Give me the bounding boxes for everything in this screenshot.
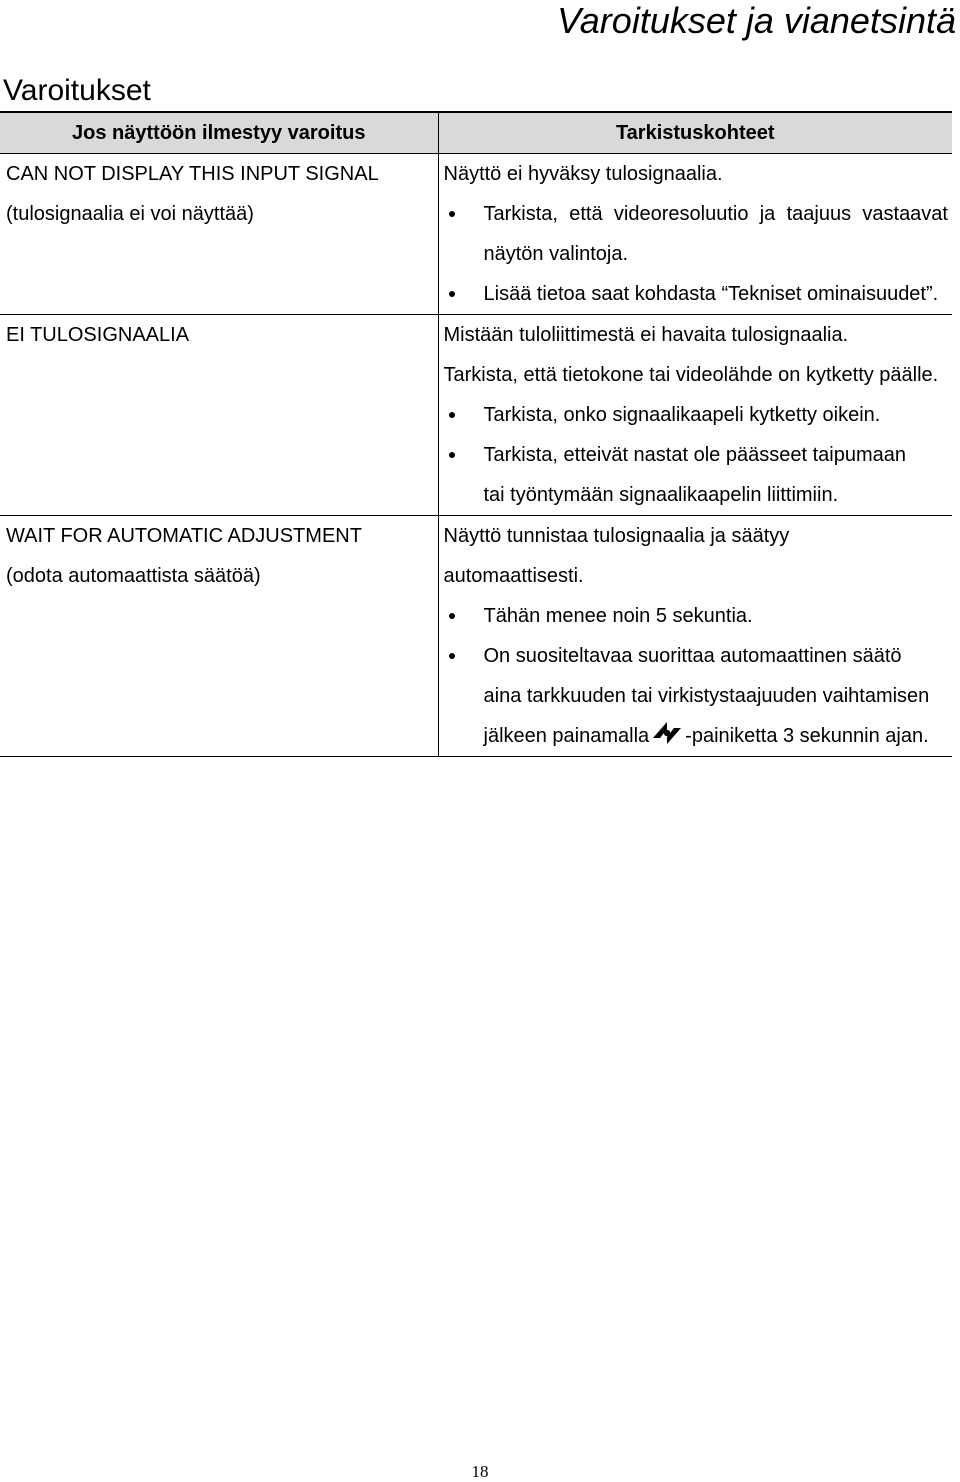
table-row	[0, 154, 952, 315]
page-title: Varoitukset ja vianetsintä	[557, 0, 956, 41]
list-item-text: On suositeltavaa suorittaa automaattinen säätö aina tarkkuuden tai virkistystaajuuden vaihtamisen jälkeen painamalla	[483, 645, 930, 747]
check-intro: Näyttö tunnistaa tulosignaalia ja säätyy automaattisesti.	[443, 525, 790, 587]
check-list	[444, 194, 949, 314]
table-row	[0, 315, 952, 516]
column-header-warning: Jos näyttöön ilmestyy varoitus	[0, 112, 438, 154]
check-intro: Näyttö ei hyväksy tulosignaalia.	[443, 163, 723, 185]
auto-adjust-icon	[650, 717, 684, 749]
list-item: Tarkista, että videoresoluutio ja taajuus vastaavat näytön valintoja.	[444, 194, 949, 274]
column-header-checks: Tarkistuskohteet	[438, 112, 952, 154]
list-item-text: -painiketta 3 sekunnin ajan.	[685, 725, 929, 747]
list-item: Lisää tietoa saat kohdasta “Tekniset ominaisuudet”.	[444, 274, 949, 314]
warning-translation: (odota automaattista säätöä)	[6, 565, 261, 587]
check-intro: Mistään tuloliittimestä ei havaita tulosignaalia.	[443, 324, 849, 346]
table-row	[0, 516, 952, 757]
check-list	[444, 596, 949, 756]
check-items-cell	[438, 516, 952, 757]
list-item: Tarkista, etteivät nastat ole päässeet taipumaan tai työntymään signaalikaapelin liittimiin.	[444, 435, 949, 515]
table-header-row	[0, 112, 952, 154]
warnings-table	[0, 111, 952, 757]
page-number: 18	[471, 1462, 489, 1481]
warning-message: WAIT FOR AUTOMATIC ADJUSTMENT	[6, 525, 362, 547]
list-item: Tarkista, onko signaalikaapeli kytketty oikein.	[444, 395, 949, 435]
check-items-cell	[438, 154, 952, 315]
section-title: Varoitukset	[3, 74, 151, 107]
warning-message-cell	[0, 154, 438, 315]
check-intro: Tarkista, että tietokone tai videolähde on kytketty päälle.	[443, 364, 939, 386]
list-item: Tähän menee noin 5 sekuntia.	[444, 596, 949, 636]
warning-translation: (tulosignaalia ei voi näyttää)	[6, 203, 254, 225]
warning-message-cell	[0, 516, 438, 757]
warning-message: EI TULOSIGNAALIA	[6, 324, 190, 346]
check-items-cell	[438, 315, 952, 516]
check-list	[444, 395, 949, 515]
warning-message: CAN NOT DISPLAY THIS INPUT SIGNAL	[6, 163, 379, 185]
warning-message-cell	[0, 315, 438, 516]
list-item	[444, 636, 949, 756]
